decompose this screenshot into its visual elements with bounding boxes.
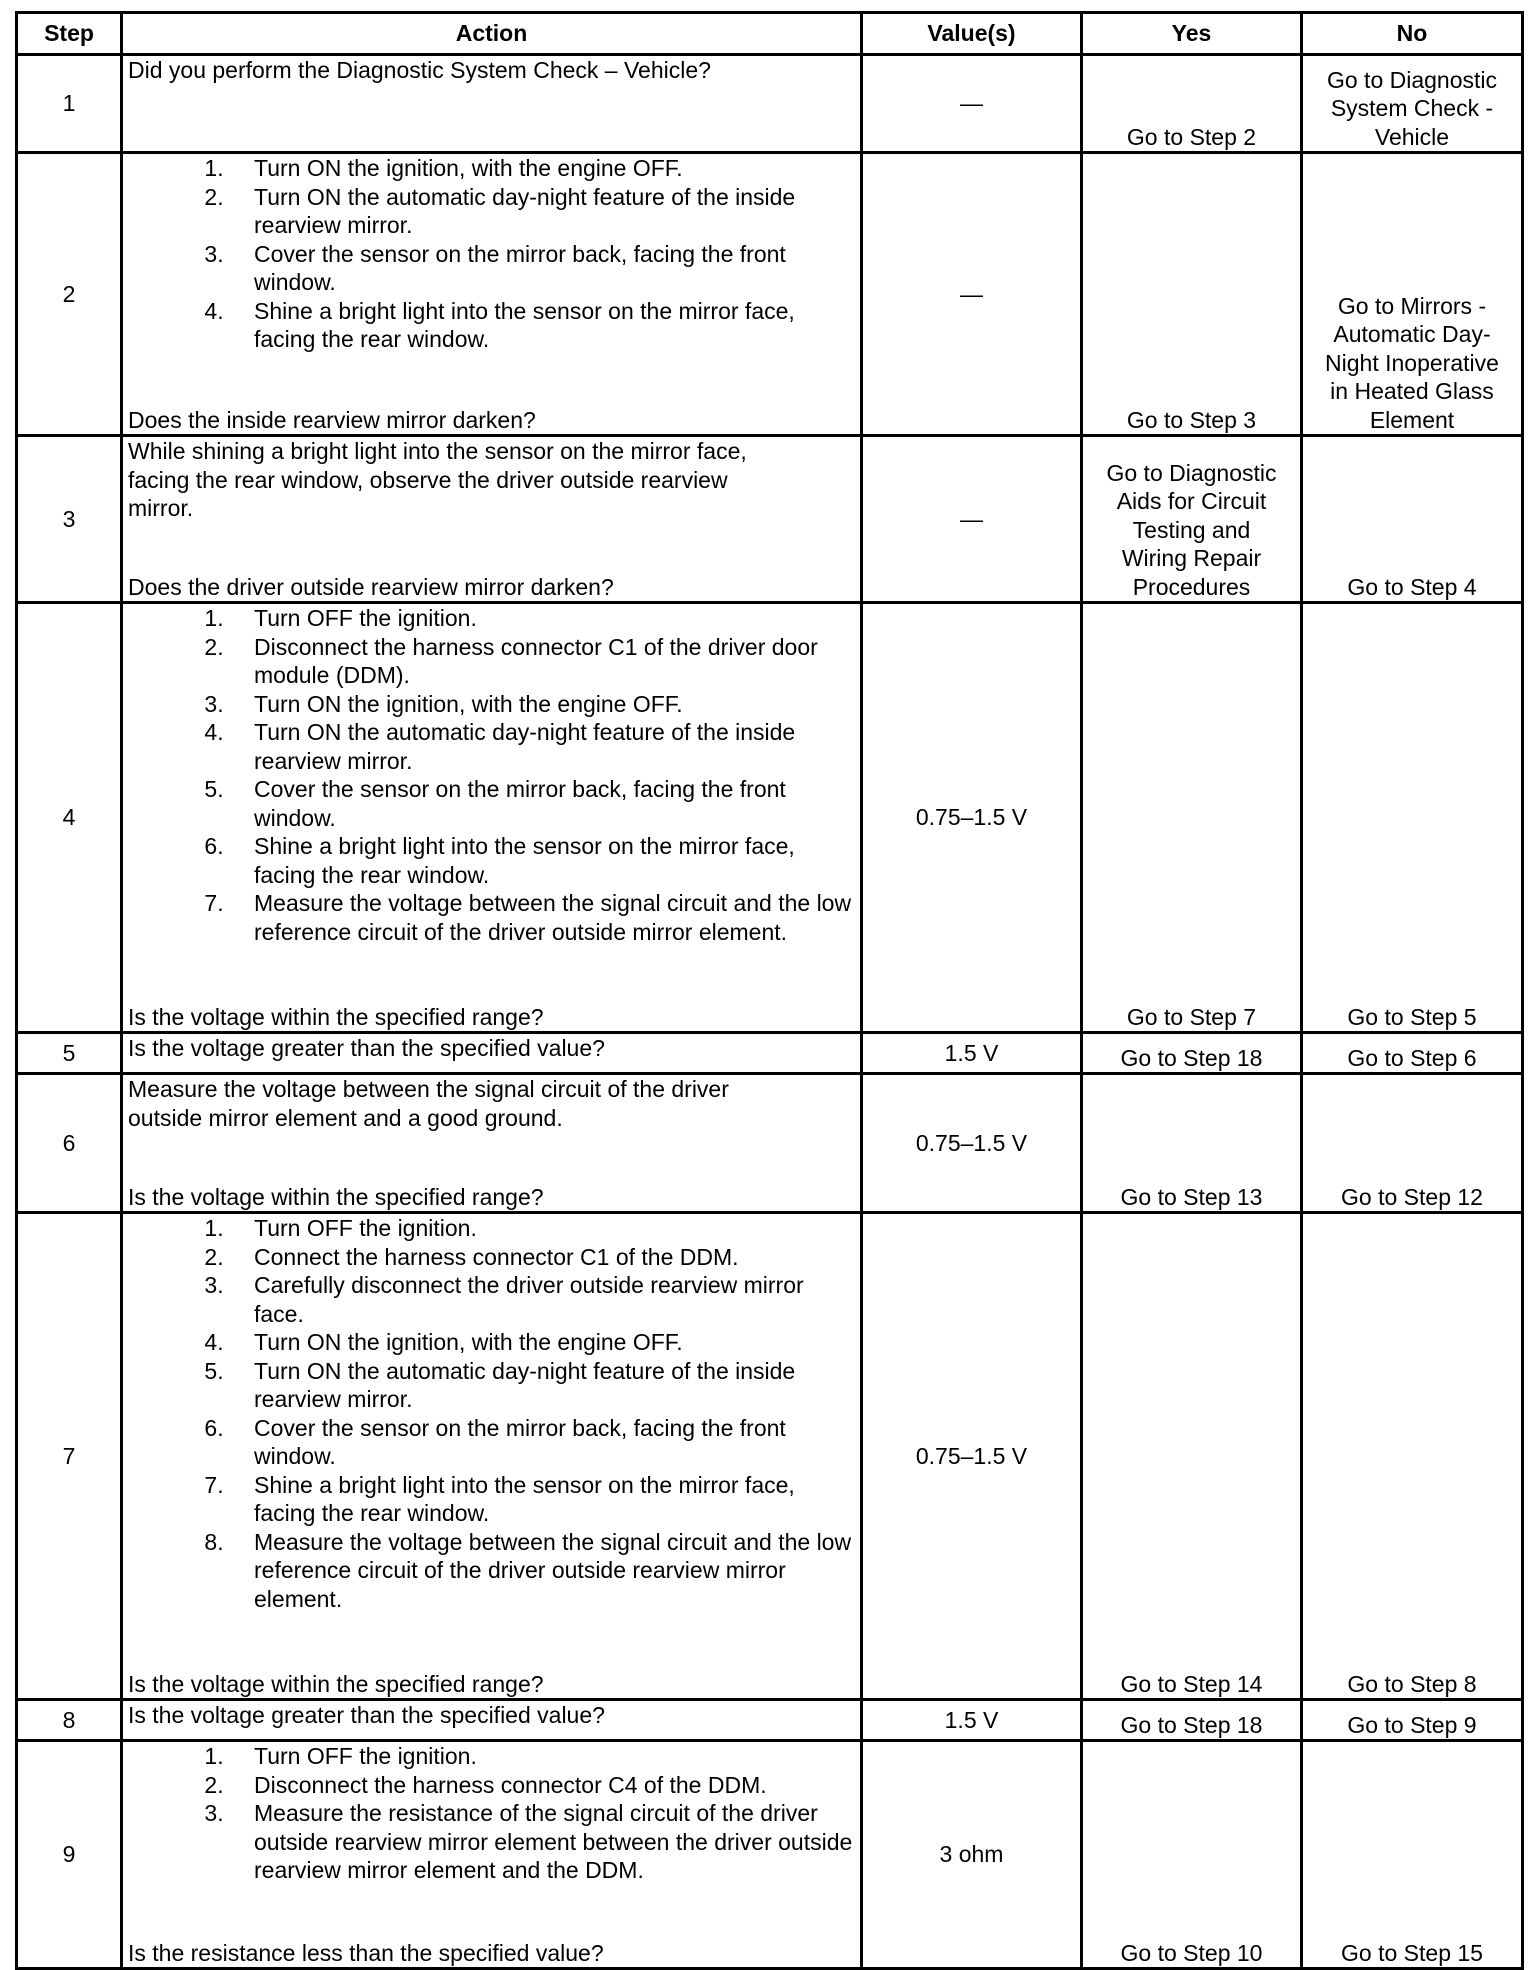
action-content (128, 56, 855, 151)
step-number: 8 (17, 1700, 122, 1741)
action-content (128, 1034, 855, 1072)
action-cell (122, 1213, 862, 1700)
action-step-item: 2. Connect the harness connector C1 of the DDM. (230, 1243, 855, 1272)
action-content (128, 604, 855, 1031)
step-number: 2 (17, 153, 122, 436)
action-step-item: 4. Turn ON the ignition, with the engine OFF. (230, 1328, 855, 1357)
action-cell (122, 1033, 862, 1074)
step-number: 3 (17, 436, 122, 603)
header-values: Value(s) (862, 13, 1082, 55)
action-step-item: 3. Cover the sensor on the mirror back, facing the front window. (230, 240, 855, 297)
action-content (128, 1075, 855, 1211)
action-text: Measure the voltage between the signal circuit of the driver outside mirror element and a good ground. (128, 1076, 729, 1131)
action-step-item: 1. Turn OFF the ignition. (230, 604, 855, 633)
action-steps-list (128, 1214, 855, 1613)
header-action: Action (122, 13, 862, 55)
action-step-item: 1. Turn OFF the ignition. (230, 1214, 855, 1243)
action-text: Is the voltage greater than the specified value? (128, 1035, 605, 1061)
action-steps-list (128, 604, 855, 946)
action-step-item: 1. Turn ON the ignition, with the engine OFF. (230, 154, 855, 183)
header-row (17, 13, 1523, 55)
action-cell (122, 55, 862, 153)
value-cell: 0.75–1.5 V (862, 603, 1082, 1033)
table-row (17, 1213, 1523, 1700)
no-result: Go to Diagnostic System Check - Vehicle (1302, 55, 1523, 153)
action-text: Is the voltage greater than the specified value? (128, 1702, 605, 1728)
value-cell: — (862, 436, 1082, 603)
action-content (128, 1701, 855, 1739)
table-row (17, 436, 1523, 603)
action-cell (122, 436, 862, 603)
step-number: 1 (17, 55, 122, 153)
action-question: Does the driver outside rearview mirror darken? (128, 573, 614, 600)
value-cell: 1.5 V (862, 1033, 1082, 1074)
no-result: Go to Step 12 (1302, 1074, 1523, 1213)
action-steps-list (128, 154, 855, 354)
action-question: Does the inside rearview mirror darken? (128, 406, 536, 433)
action-content (128, 1214, 855, 1698)
no-result: Go to Step 5 (1302, 603, 1523, 1033)
action-step-item: 6. Cover the sensor on the mirror back, facing the front window. (230, 1414, 855, 1471)
action-cell (122, 153, 862, 436)
action-step-item: 3. Turn ON the ignition, with the engine OFF. (230, 690, 855, 719)
yes-result: Go to Step 18 (1082, 1700, 1302, 1741)
action-text: While shining a bright light into the sensor on the mirror face, facing the rear window, observe the driver outside rearview mirror. (128, 438, 747, 521)
action-step-item: 7. Shine a bright light into the sensor on the mirror face, facing the rear window. (230, 1471, 855, 1528)
action-step-item: 4. Shine a bright light into the sensor on the mirror face, facing the rear window. (230, 297, 855, 354)
action-question: Is the resistance less than the specified value? (128, 1939, 604, 1966)
yes-result: Go to Step 7 (1082, 603, 1302, 1033)
action-question: Is the voltage within the specified range? (128, 1003, 544, 1030)
action-step-item: 3. Carefully disconnect the driver outside rearview mirror face. (230, 1271, 855, 1328)
table-row (17, 55, 1523, 153)
action-text: Did you perform the Diagnostic System Check – Vehicle? (128, 57, 711, 83)
value-cell: 0.75–1.5 V (862, 1074, 1082, 1213)
no-result: Go to Mirrors - Automatic Day- Night Inoperative in Heated Glass Element (1302, 153, 1523, 436)
table-body (17, 55, 1523, 1969)
header-no: No (1302, 13, 1523, 55)
action-content (128, 154, 855, 434)
no-result: Go to Step 8 (1302, 1213, 1523, 1700)
yes-result: Go to Step 18 (1082, 1033, 1302, 1074)
table-row (17, 603, 1523, 1033)
action-step-item: 5. Cover the sensor on the mirror back, facing the front window. (230, 775, 855, 832)
yes-result: Go to Step 14 (1082, 1213, 1302, 1700)
no-result: Go to Step 9 (1302, 1700, 1523, 1741)
action-question: Is the voltage within the specified range? (128, 1670, 544, 1697)
table-row (17, 1074, 1523, 1213)
step-number: 5 (17, 1033, 122, 1074)
yes-result: Go to Step 10 (1082, 1741, 1302, 1969)
action-step-item: 2. Turn ON the automatic day-night feature of the inside rearview mirror. (230, 183, 855, 240)
table-row (17, 1741, 1523, 1969)
step-number: 9 (17, 1741, 122, 1969)
action-cell (122, 1741, 862, 1969)
action-step-item: 1. Turn OFF the ignition. (230, 1742, 855, 1771)
diagnostic-table (15, 11, 1524, 1970)
action-step-item: 2. Disconnect the harness connector C4 of the DDM. (230, 1771, 855, 1800)
action-step-item: 2. Disconnect the harness connector C1 of the driver door module (DDM). (230, 633, 855, 690)
value-cell: — (862, 153, 1082, 436)
yes-result: Go to Step 2 (1082, 55, 1302, 153)
yes-result: Go to Step 13 (1082, 1074, 1302, 1213)
value-cell: 3 ohm (862, 1741, 1082, 1969)
action-step-item: 3. Measure the resistance of the signal circuit of the driver outside rearview mirror element between the driver outside rearview mirror element and the DDM. (230, 1799, 855, 1885)
header-step: Step (17, 13, 122, 55)
no-result: Go to Step 15 (1302, 1741, 1523, 1969)
no-result: Go to Step 4 (1302, 436, 1523, 603)
table-row (17, 1700, 1523, 1741)
action-cell (122, 1700, 862, 1741)
action-cell (122, 1074, 862, 1213)
action-content (128, 437, 855, 601)
action-question: Is the voltage within the specified range? (128, 1183, 544, 1210)
yes-result: Go to Step 3 (1082, 153, 1302, 436)
yes-result: Go to Diagnostic Aids for Circuit Testing and Wiring Repair Procedures (1082, 436, 1302, 603)
value-cell: 1.5 V (862, 1700, 1082, 1741)
step-number: 4 (17, 603, 122, 1033)
value-cell: — (862, 55, 1082, 153)
action-step-item: 8. Measure the voltage between the signal circuit and the low reference circuit of the driver outside rearview mirror element. (230, 1528, 855, 1614)
no-result: Go to Step 6 (1302, 1033, 1523, 1074)
step-number: 6 (17, 1074, 122, 1213)
table-row (17, 153, 1523, 436)
action-step-item: 6. Shine a bright light into the sensor on the mirror face, facing the rear window. (230, 832, 855, 889)
action-cell (122, 603, 862, 1033)
header-yes: Yes (1082, 13, 1302, 55)
action-steps-list (128, 1742, 855, 1885)
value-cell: 0.75–1.5 V (862, 1213, 1082, 1700)
action-content (128, 1742, 855, 1967)
step-number: 7 (17, 1213, 122, 1700)
action-step-item: 4. Turn ON the automatic day-night feature of the inside rearview mirror. (230, 718, 855, 775)
action-step-item: 7. Measure the voltage between the signal circuit and the low reference circuit of the driver outside mirror element. (230, 889, 855, 946)
table-row (17, 1033, 1523, 1074)
action-step-item: 5. Turn ON the automatic day-night feature of the inside rearview mirror. (230, 1357, 855, 1414)
